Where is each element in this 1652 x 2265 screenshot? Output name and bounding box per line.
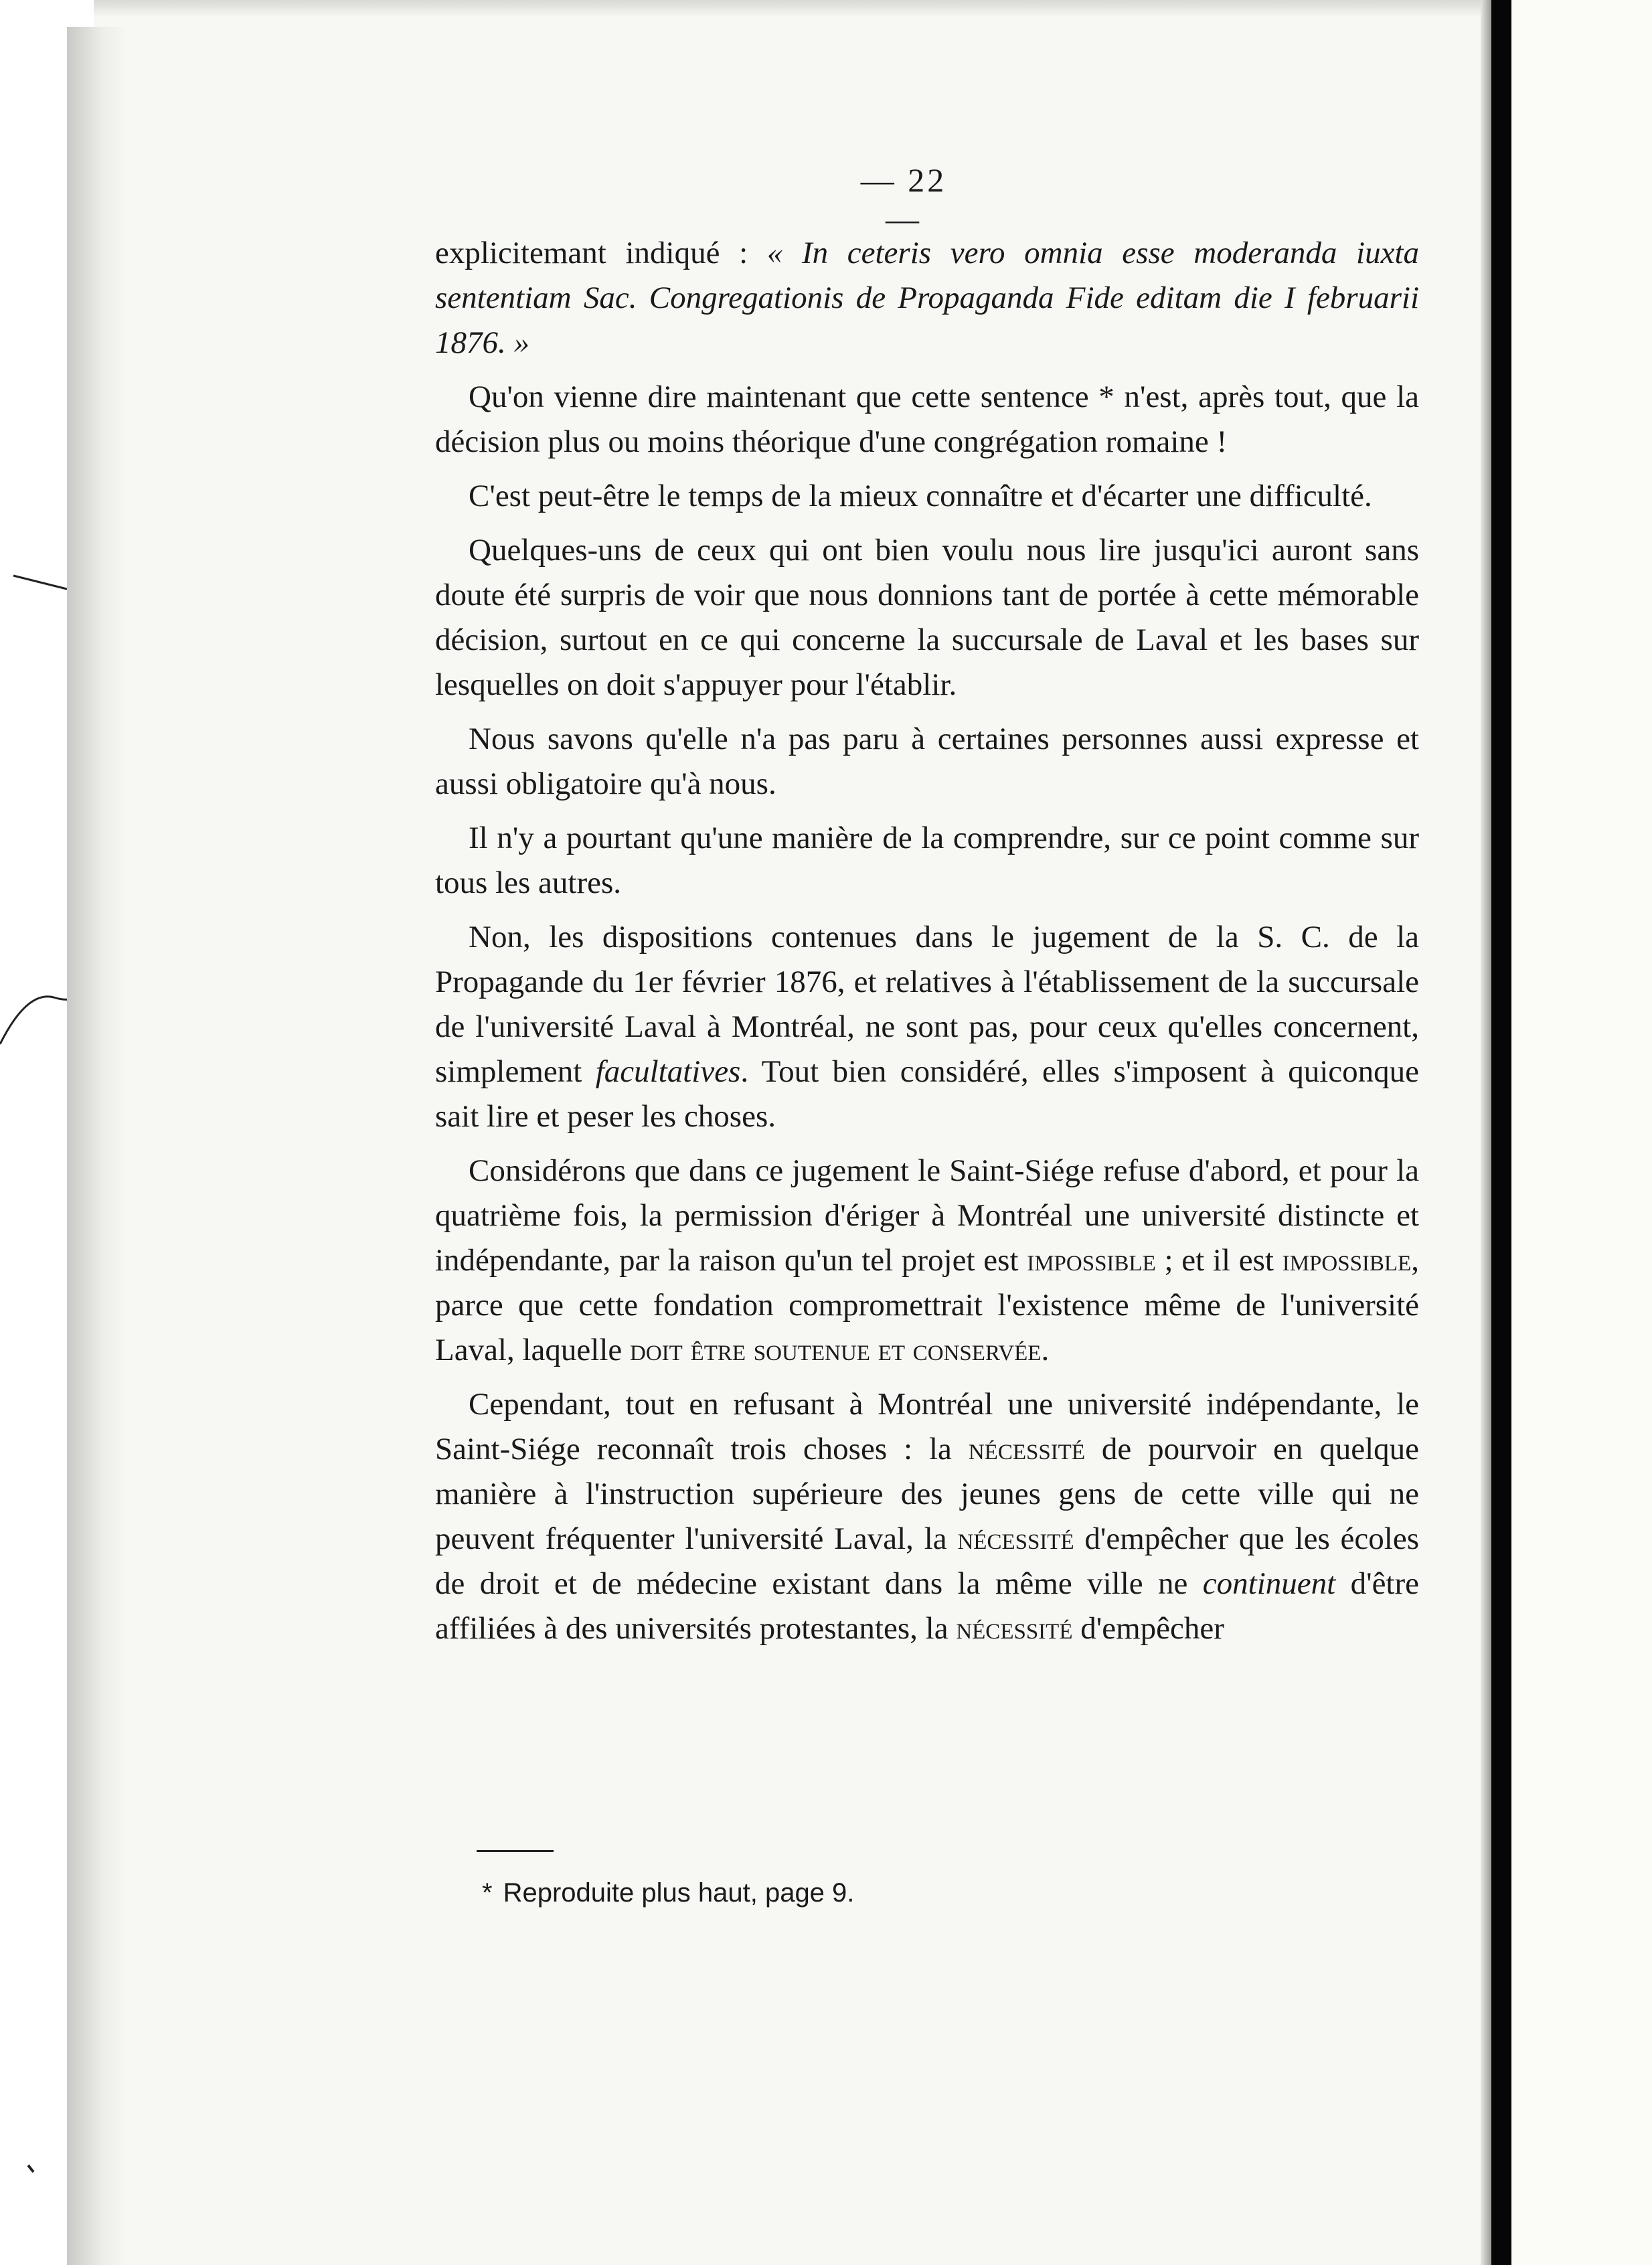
small-caps-text: nécessité (957, 1521, 1074, 1556)
small-caps-text: nécessité (956, 1611, 1073, 1646)
small-caps-text: impossible (1282, 1243, 1412, 1278)
italic-text: facultatives (595, 1054, 741, 1089)
text-run: , parce que cette fondation compromettrait l'existence même de l'université Laval, laquelle (435, 1243, 1419, 1367)
text-run: Quelques-uns de ceux qui ont bien voulu nous lire jusqu'ici auront sans doute été surpris de voir que nous donnions tant de portée à cette mémorable décision, surtout en ce qui concerne la succursale de Laval et les bases sur lesquelles on doit s'appuyer pour l'établir. (435, 533, 1419, 702)
footnote-text: Reproduite plus haut, page 9. (503, 1878, 855, 1908)
paragraph (435, 915, 1419, 1139)
paragraph (435, 1149, 1419, 1373)
small-caps-text: nécessité (968, 1432, 1085, 1466)
paragraph (435, 474, 1419, 519)
text-run: Qu'on vienne dire maintenant que cette sentence * n'est, après tout, que la décision plus ou moins théorique d'une congrégation romaine ! (435, 380, 1419, 459)
footnote (482, 1874, 1285, 1912)
page-top-shadow (94, 0, 1481, 17)
text-run: . Tout bien considéré, elles s'imposent à quiconque sait lire et peser les choses. (435, 1054, 1419, 1134)
text-run: Cependant, tout en refusant à Montréal une université indépendante, le Saint-Siége reconnaît trois choses : la (435, 1387, 1419, 1466)
text-run: Considérons que dans ce jugement le Saint-Siége refuse d'abord, et pour la quatrième fois, la permission d'ériger à Montréal une université distincte et indépendante, par la raison qu'un tel projet est (435, 1153, 1419, 1278)
book-gutter (1491, 0, 1511, 2265)
gutter-shadow (1481, 0, 1491, 2265)
italic-text: continuent (1202, 1566, 1336, 1601)
paragraph (435, 375, 1419, 465)
text-run: C'est peut-être le temps de la mieux connaître et d'écarter une difficulté. (469, 479, 1372, 513)
small-caps-text: impossible (1027, 1243, 1156, 1278)
text-run: d'empêcher (1072, 1611, 1224, 1646)
page-stack-edge (67, 27, 127, 2265)
paragraph (435, 231, 1419, 365)
italic-text: « In ceteris vero omnia esse moderanda iuxta sententiam Sac. Congregationis de Propaganda Fide editam die I februarii 1876. » (435, 236, 1420, 360)
text-run: d'être affiliées à des universités protestantes, la (435, 1566, 1419, 1646)
text-run: Il n'y a pourtant qu'une manière de la comprendre, sur ce point comme sur tous les autres. (435, 821, 1419, 900)
body-text (435, 231, 1419, 1661)
paragraph (435, 816, 1419, 906)
paragraph (435, 528, 1419, 707)
facing-page (1511, 0, 1652, 2265)
text-run: Non, les dispositions contenues dans le jugement de la S. C. de la Propagande du 1er février 1876, et relatives à l'établissement de la succursale de l'université Laval à Montréal, ne sont pas, pour ceux qu'elles concernent, simplement (435, 920, 1419, 1089)
text-run: de pourvoir en quelque manière à l'instruction supérieure des jeunes gens de cette ville qui ne peuvent fréquenter l'université Laval, la (435, 1432, 1419, 1556)
paragraph (435, 1382, 1419, 1651)
page-number: — 22 — (860, 161, 947, 238)
footnote-rule (477, 1850, 554, 1852)
text-run: explicitemant indiqué : (435, 236, 767, 270)
paragraph (435, 717, 1419, 807)
footnote-marker: * (482, 1878, 493, 1908)
text-run: Nous savons qu'elle n'a pas paru à certaines personnes aussi expresse et aussi obligatoire qu'à nous. (435, 722, 1419, 801)
text-run: d'empêcher que les écoles de droit et de médecine existant dans la même ville ne (435, 1521, 1419, 1601)
text-run: . (1041, 1333, 1050, 1367)
text-run: ; et il est (1155, 1243, 1283, 1278)
small-caps-text: doit être soutenue et conservée (630, 1333, 1042, 1367)
